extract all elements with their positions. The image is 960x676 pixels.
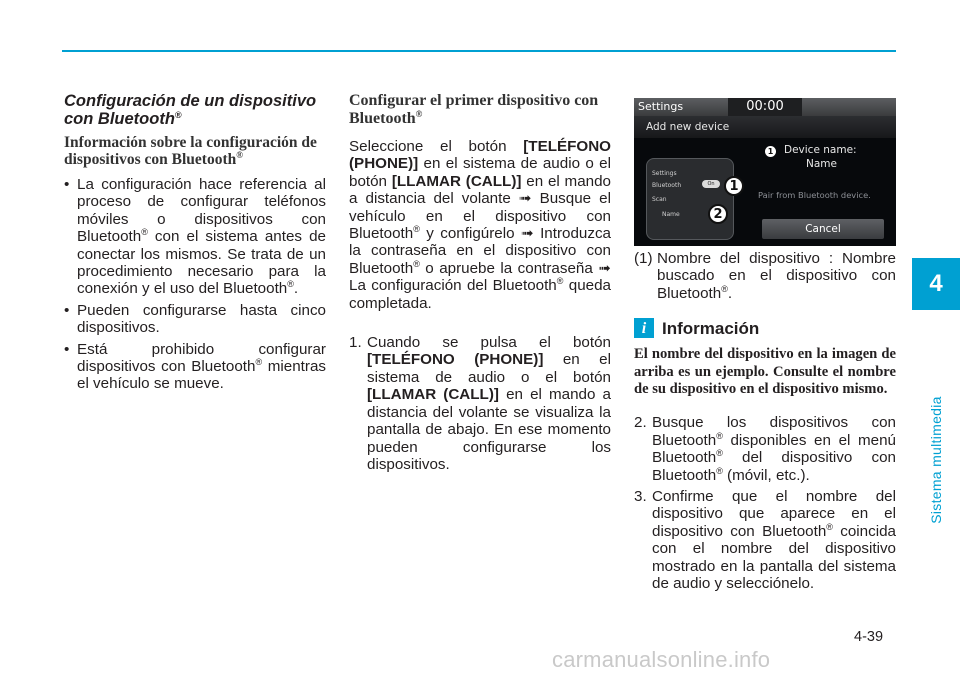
callout-marker-1: 1 xyxy=(724,176,744,196)
screen-subtitle: Add new device xyxy=(646,121,730,133)
phone-item-name: Name xyxy=(662,211,680,218)
watermark: carmanualsonline.info xyxy=(552,647,771,672)
list-item: • La configuración hace referencia al proceso de configurar teléfonos móviles o dispositivos con Bluetooth® con el sistema antes de conectar los mismos. Se trata de un procedimiento necesario para la conexión y el uso del Bluetooth®. xyxy=(64,176,326,298)
step-1: 1. Cuando se pulsa el botón [TELÉFONO (PHONE)] en el sistema de audio o el botón [LLAMAR (CALL)] en el mando a distancia del volante se visualiza la pantalla de abajo. En ese momento pueden configurarse los dispositivos. xyxy=(349,334,611,473)
device-name-label: Device name: xyxy=(784,144,857,156)
info-text: El nombre del dispositivo en la imagen de arriba es un ejemplo. Consulte el nombre de su dispositivo en el dispositivo mismo. xyxy=(634,346,896,398)
page-number: 4-39 xyxy=(854,629,884,645)
chapter-tab: 4 xyxy=(912,258,960,310)
device-name-marker: 1 xyxy=(765,146,776,157)
cancel-button[interactable]: Cancel xyxy=(762,219,884,239)
info-title: Información xyxy=(662,318,760,338)
list-item: • Pueden configurarse hasta cinco dispositivos. xyxy=(64,302,326,337)
info-icon: i xyxy=(634,318,654,338)
pair-instruction: Pair from Bluetooth device. xyxy=(758,190,871,200)
bullet-list xyxy=(64,176,326,393)
top-rule xyxy=(62,50,896,52)
screen-title: Settings xyxy=(638,100,684,113)
section-subtitle: Información sobre la configuración de dispositivos con Bluetooth® xyxy=(64,134,317,168)
section-title: Configuración de un dispositivo con Bluetooth® xyxy=(64,92,317,128)
column-3 xyxy=(634,250,896,597)
callout-marker-2: 2 xyxy=(708,204,728,224)
phone-item-bluetooth: Bluetooth xyxy=(652,182,682,189)
column-2 xyxy=(349,92,611,477)
section-title-2: Configurar el primer dispositivo con Bluetooth® xyxy=(349,92,599,127)
step-3: 3. Confirme que el nombre del dispositivo que aparece en el dispositivo con Bluetooth® coincida con el nombre del dispositivo mostrado en la pantalla del sistema de audio y selecciónelo. xyxy=(634,488,896,593)
device-screenshot xyxy=(634,98,896,246)
screen-clock: 00:00 xyxy=(728,98,802,116)
phone-item-settings: Settings xyxy=(652,170,677,177)
phone-item-scan: Scan xyxy=(652,196,667,203)
chapter-label: Sistema multimedia xyxy=(928,396,944,524)
step-2: 2. Busque los dispositivos con Bluetooth® disponibles en el menú Bluetooth® del dispositivo con Bluetooth® (móvil, etc.). xyxy=(634,414,896,484)
info-heading xyxy=(634,318,896,338)
intro-paragraph: Seleccione el botón [TELÉFONO (PHONE)] en el sistema de audio o el botón [LLAMAR (CALL)] en el mando a distancia del volante ➟ Busque el vehículo en el dispositivo con Bluetooth® y configúrelo ➟ Introduzca la contraseña en el dispositivo con Bluetooth® o apruebe la contraseña ➟ La configuración del Bluetooth® queda completada. xyxy=(349,138,611,312)
column-1 xyxy=(64,92,326,397)
device-name-value: Name xyxy=(806,158,837,170)
caption-1: (1) Nombre del dispositivo : Nombre buscado en el dispositivo con Bluetooth®. xyxy=(634,250,896,302)
list-item: • Está prohibido configurar dispositivos con Bluetooth® mientras el vehículo se mueve. xyxy=(64,341,326,393)
bluetooth-toggle: On xyxy=(702,180,720,188)
